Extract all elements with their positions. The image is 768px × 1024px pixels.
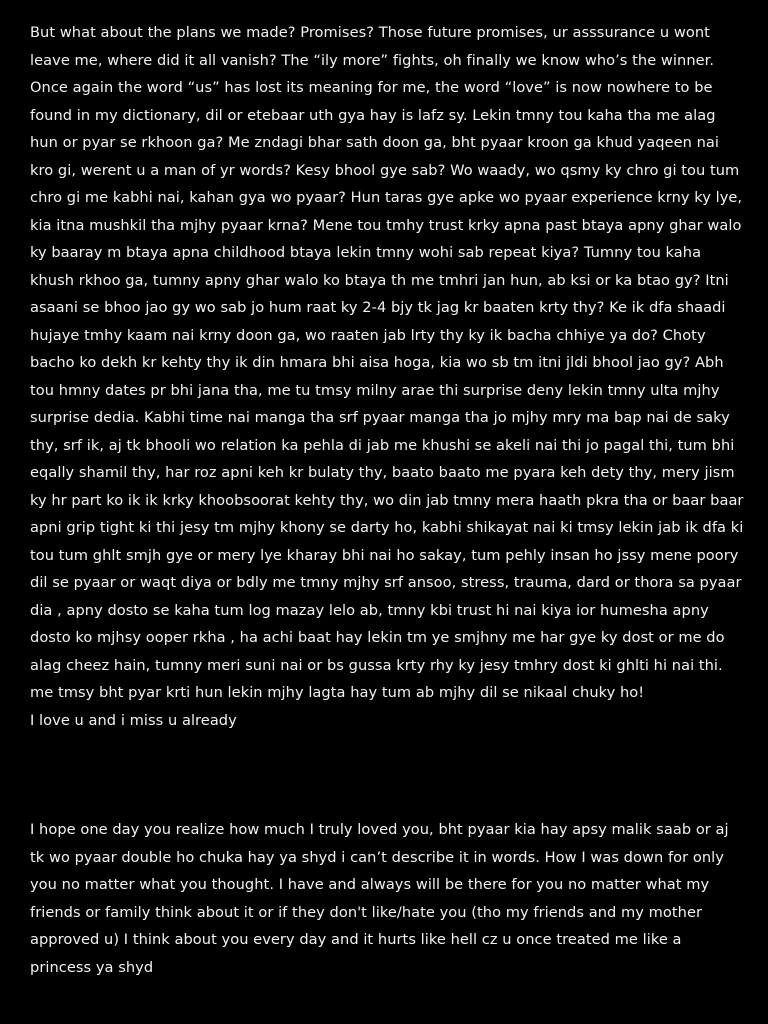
note-line-love: I love u and i miss u already bbox=[30, 711, 237, 729]
blank-lines bbox=[30, 734, 745, 816]
note-body[interactable] bbox=[30, 19, 745, 981]
note-paragraph-2: I hope one day you realize how much I truly loved you, bht pyaar kia hay apsy malik saab or aj tk wo pyaar double ho chuka hay ya shyd i can’t describe it in words. How I was down for only you no matter what you thought. I have and always will be there for you no matter what my friends or family think about it or if they don't like/hate you (tho my friends and my mother approved u) I think about you every day and it hurts like hell cz u once treated me like a princess ya shyd bbox=[30, 821, 729, 976]
note-paragraph-1: But what about the plans we made? Promises? Those future promises, ur asssurance u wont leave me, where did it all vanish? The “ily more” fights, oh finally we know who’s the winner. Once again the word “us” has lost its meaning for me, the word “love” is now nowhere to be found in my dictionary, dil or etebaar uth gya hay is lafz sy. Lekin tmny tou kaha tha me alag hun or pyar se rkhoon ga? Me zndagi bhar sath doon ga, bht pyaar kroon ga khud yaqeen nai kro gi, werent u a man of yr words? Kesy bhool gye sab? Wo waady, wo qsmy ky chro gi tou tum chro gi me kabhi nai, kahan gya wo pyaar? Hun taras gye apke wo pyaar experience krny ky lye, kia itna mushkil tha mjhy pyaar krna? Mene tou tmhy trust krky apna past btaya apny ghar walo ky baaray m btaya apna childhood btaya lekin tmny wohi sab repeat kiya? Tumny tou kaha khush rkhoo ga, tumny apny ghar walo ko btaya th me tmhri jan hun, ab ksi or ka btao gy? Itni asaani se bhoo jao gy wo sab jo hum raat ky 2-4 bjy tk jag kr baaten krty thy? Ke ik dfa shaadi hujaye tmhy kaam nai krny doon ga, wo raaten jab lrty thy ky ik bacha chhiye ya do? Choty bacho ko dekh kr kehty thy ik din hmara bhi aisa hoga, kia wo sb tm itni jldi bhool jao gy? Abh tou hmny dates pr bhi jana tha, me tu tmsy milny arae thi surprise deny lekin tmny ulta mjhy surprise dedia. Kabhi time nai manga tha srf pyaar manga tha jo mjhy mry ma bap nai de saky thy, srf ik, aj tk bhooli wo relation ka pehla di jab me khushi se akeli nai thi jo pagal thi, tum bhi eqally shamil thy, har roz apni keh kr bulaty thy, baato baato me pyara keh dety thy, mery jism ky hr part ko ik ik krky khoobsoorat kehty thy, wo din jab tmny mera haath pkra tha or baar baar apni grip tight ki thi jesy tm mjhy khony se darty ho, kabhi shikayat nai ki tmsy lekin jab ik dfa ki tou tum ghlt smjh gye or mery lye kharay bhi nai ho sakay, tum pehly insan ho jssy mene poory dil se pyaar or waqt diya or bdly me tmny mjhy srf ansoo, stress, trauma, dard or thora sa pyaar dia , apny dosto se kaha tum log mazay lelo ab, tmny kbi trust hi nai kiya ior humesha apny dosto ko mjhsy ooper rkha , ha achi baat hay lekin tm ye smjhny me har gye ky dost or me do alag cheez hain, tumny meri suni nai or bs gussa krty rhy ky jesy tmhry dost ki ghlti hi nai thi. me tmsy bht pyar krti hun lekin mjhy lagta hay tum ab mjhy dil se nikaal chuky ho! bbox=[30, 24, 744, 701]
